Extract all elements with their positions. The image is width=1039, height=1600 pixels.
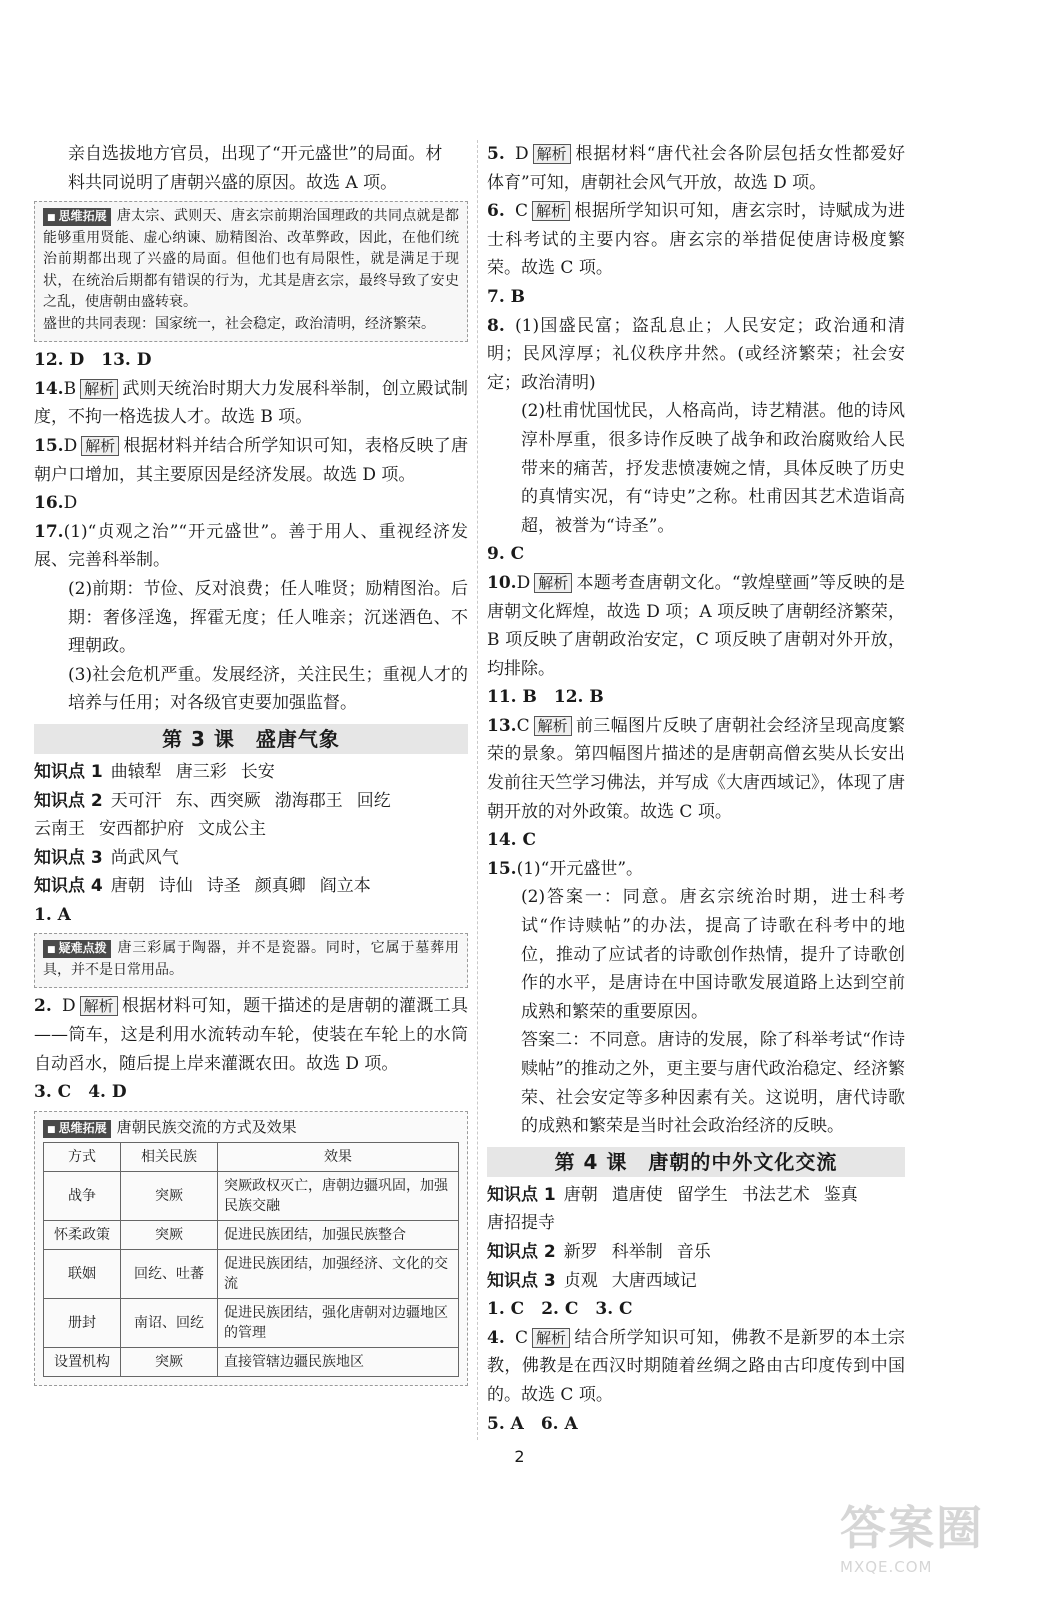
answer-15-part-2: (2)答案一：同意。唐玄宗统治时期，进士科考试“作诗赎帖”的办法，提高了诗歌在科考中的地位，推动了应试者的诗歌创作热情，提升了诗歌创作的水平，是唐诗在中国诗歌发展道路上达到空前成熟和繁荣的重要原因。 (521, 887, 905, 1022)
answer-15: 15.(1)“开元盛世”。 (487, 858, 644, 879)
answer-1-3: 1. C 2. C 3. C (487, 1299, 633, 1320)
knowledge-point-2: 知识点 2 天可汗 东、西突厥 渤海郡王 回纥 云南王 安西都护府 文成公主 (34, 790, 391, 840)
answer-7: 7. B (487, 286, 526, 307)
answer-17-part-2: (2)前期：节俭、反对浪费；任人唯贤；励精图治。后期：奢侈淫逸，挥霍无度；任人唯亲；沉迷酒色、不理朝政。 (68, 578, 468, 657)
answer-1: 1. A (34, 904, 71, 925)
knowledge-point-3: 知识点 3 尚武风气 (34, 847, 179, 868)
answer-13: 13.C 解析 前三幅图片反映了唐朝社会经济呈现高度繁荣的景象。第四幅图片描述的是唐朝高僧玄奘从长安出发前往天竺学习佛法，并写成《大唐西域记》，体现了唐朝开放的对外政策。故选 C 项。 (487, 715, 905, 822)
answer-5: 5. D 解析 根据材料“唐代社会各阶层包括女性都爱好体育”可知，唐朝社会风气开放，故选 D 项。 (487, 144, 905, 193)
knowledge-point-1: 知识点 1 曲辕犁 唐三彩 长安 (34, 761, 275, 782)
watermark-logo (840, 1500, 1020, 1590)
answer-10: 10.D 解析 本题考查唐朝文化。“敦煌壁画”等反映的是唐朝文化辉煌，故选 D 项；A 项反映了唐朝经济繁荣，B 项反映了唐朝政治安定，C 项反映了唐朝对外开放，均排除。 (487, 572, 905, 679)
watermark-url: MXQE.COM (840, 1558, 933, 1576)
box-text: 唐三彩属于陶器，并不是瓷器。同时，它属于墓葬用具，并不是日常用品。 (43, 940, 459, 978)
answer-15-part-3: 答案二：不同意。唐诗的发展，除了科举考试“作诗赎帖”的推动之外，更主要与唐代政治稳定、经济繁荣、社会安定等多种因素有关。这说明，唐代诗歌的成熟和繁荣是当时社会政治经济的反映。 (521, 1030, 905, 1137)
box-tag: ■ 思维拓展 (43, 1120, 111, 1138)
ethnic-exchange-box (34, 1111, 468, 1386)
ethnic-exchange-table (43, 1142, 459, 1377)
right-column (487, 140, 905, 1438)
answer-17-part-3: (3)社会危机严重。发展经济，关注民生；重视人才的培养与任用；对各级官吏要加强监督。 (68, 664, 468, 714)
left-column (34, 140, 468, 1386)
answer-14: 14. C (487, 830, 537, 851)
answer-2: 2. D 解析 根据材料可知，题干描述的是唐朝的灌溉工具——筒车，这是利用水流转动车轮，使装在车轮上的水筒自动舀水，随后提上岸来灌溉农田。故选 D 项。 (34, 996, 468, 1074)
analysis-label: 解析 (534, 716, 572, 736)
thinking-box (34, 201, 468, 342)
column-divider (477, 140, 478, 1440)
analysis-label: 解析 (532, 201, 570, 221)
difficulty-box (34, 933, 468, 988)
watermark-text: 答案圈 (840, 1501, 984, 1555)
knowledge-point-3: 知识点 3 贞观 大唐西域记 (487, 1270, 697, 1291)
analysis-label: 解析 (80, 996, 118, 1016)
lesson-3-heading: 第 3 课 盛唐气象 (34, 724, 468, 754)
answer-4: 4. C 解析 结合所学知识可知，佛教不是新罗的本土宗教，佛教是在西汉时期随着丝绸之路由古印度传到中国的。故选 C 项。 (487, 1327, 905, 1405)
box-text-2: 盛世的共同表现：国家统一，社会稳定，政治清明，经济繁荣。 (43, 315, 435, 332)
answer-8: 8. (1)国盛民富；盗乱息止；人民安定；政治通和清明；民风淳厚；礼仪秩序井然。(或经济繁荣；社会安定；政治清明) (487, 315, 905, 393)
box-text: 唐太宗、武则天、唐玄宗前期治国理政的共同点就是都能够重用贤能、虚心纳谏、励精图治、改革弊政，因此，在他们统治前期都出现了兴盛的局面。但他们也有局限性，就是满足于现状，在统治后期都有错误的行为，尤其是唐玄宗，最终导致了安史之乱，使唐朝由盛转衰。 (43, 208, 459, 311)
table-title: 唐朝民族交流的方式及效果 (116, 1117, 297, 1136)
table-row: 联姻 回纥、吐蕃 促进民族团结，加强经济、文化的交流 (44, 1249, 459, 1298)
table-row: 册封 南诏、回纥 促进民族团结，强化唐朝对边疆地区的管理 (44, 1298, 459, 1347)
knowledge-point-1: 知识点 1 唐朝 遣唐使 留学生 书法艺术 鉴真 唐招提寺 (487, 1184, 858, 1234)
lesson-4-heading: 第 4 课 唐朝的中外文化交流 (487, 1147, 905, 1177)
analysis-label: 解析 (81, 436, 119, 456)
answer-11-12: 11. B 12. B (487, 687, 604, 708)
knowledge-point-2: 知识点 2 新罗 科举制 音乐 (487, 1241, 711, 1262)
answer-9: 9. C (487, 544, 525, 565)
analysis-label: 解析 (80, 379, 118, 399)
table-row: 战争 突厥 突厥政权灭亡，唐朝边疆巩固，加强民族交融 (44, 1171, 459, 1220)
answer-12-13: 12. D 13. D (34, 350, 152, 371)
table-row: 设置机构 突厥 直接管辖边疆民族地区 (44, 1347, 459, 1376)
answer-6: 6. C 解析 根据所学知识可知，唐玄宗时，诗赋成为进士科考试的主要内容。唐玄宗的举措促使唐诗极度繁荣。故选 C 项。 (487, 201, 905, 279)
box-tag: ■ 思维拓展 (43, 208, 111, 226)
answer-17: 17.(1)“贞观之治”“开元盛世”。善于用人、重视经济发展、完善科举制。 (34, 521, 468, 571)
answer-16: 16.D (34, 493, 78, 514)
answer-5-6: 5. A 6. A (487, 1413, 578, 1434)
box-tag: ■ 疑难点拨 (43, 940, 111, 958)
knowledge-point-4: 知识点 4 唐朝 诗仙 诗圣 颜真卿 阎立本 (34, 876, 371, 897)
answer-8-part-2: (2)杜甫忧国忧民，人格高尚，诗艺精湛。他的诗风淳朴厚重，很多诗作反映了战争和政治腐败给人民带来的痛苦，抒发悲愤凄婉之情，具体反映了历史的真情实况，有“诗史”之称。杜甫因其艺术造诣高超，被誉为“诗圣”。 (521, 401, 905, 536)
analysis-label: 解析 (533, 144, 571, 164)
answer-14: 14.B 解析 武则天统治时期大力发展科举制，创立殿试制度，不拘一格选拔人才。故选 B 项。 (34, 378, 468, 428)
intro-line-1: 亲自选拔地方官员，出现了“开元盛世”的局面。材 (68, 144, 443, 164)
page-number: 2 (514, 1447, 525, 1466)
analysis-label: 解析 (534, 573, 572, 593)
answer-15: 15.D 解析 根据材料并结合所学知识可知，表格反映了唐朝户口增加，其主要原因是经济发展。故选 D 项。 (34, 435, 468, 485)
intro-line-2: 料共同说明了唐朝兴盛的原因。故选 A 项。 (68, 172, 398, 193)
table-row: 怀柔政策 突厥 促进民族团结，加强民族整合 (44, 1220, 459, 1249)
answer-3-4: 3. C 4. D (34, 1082, 127, 1103)
table-header-row: 方式 相关民族 效果 (44, 1142, 459, 1171)
analysis-label: 解析 (532, 1328, 570, 1348)
